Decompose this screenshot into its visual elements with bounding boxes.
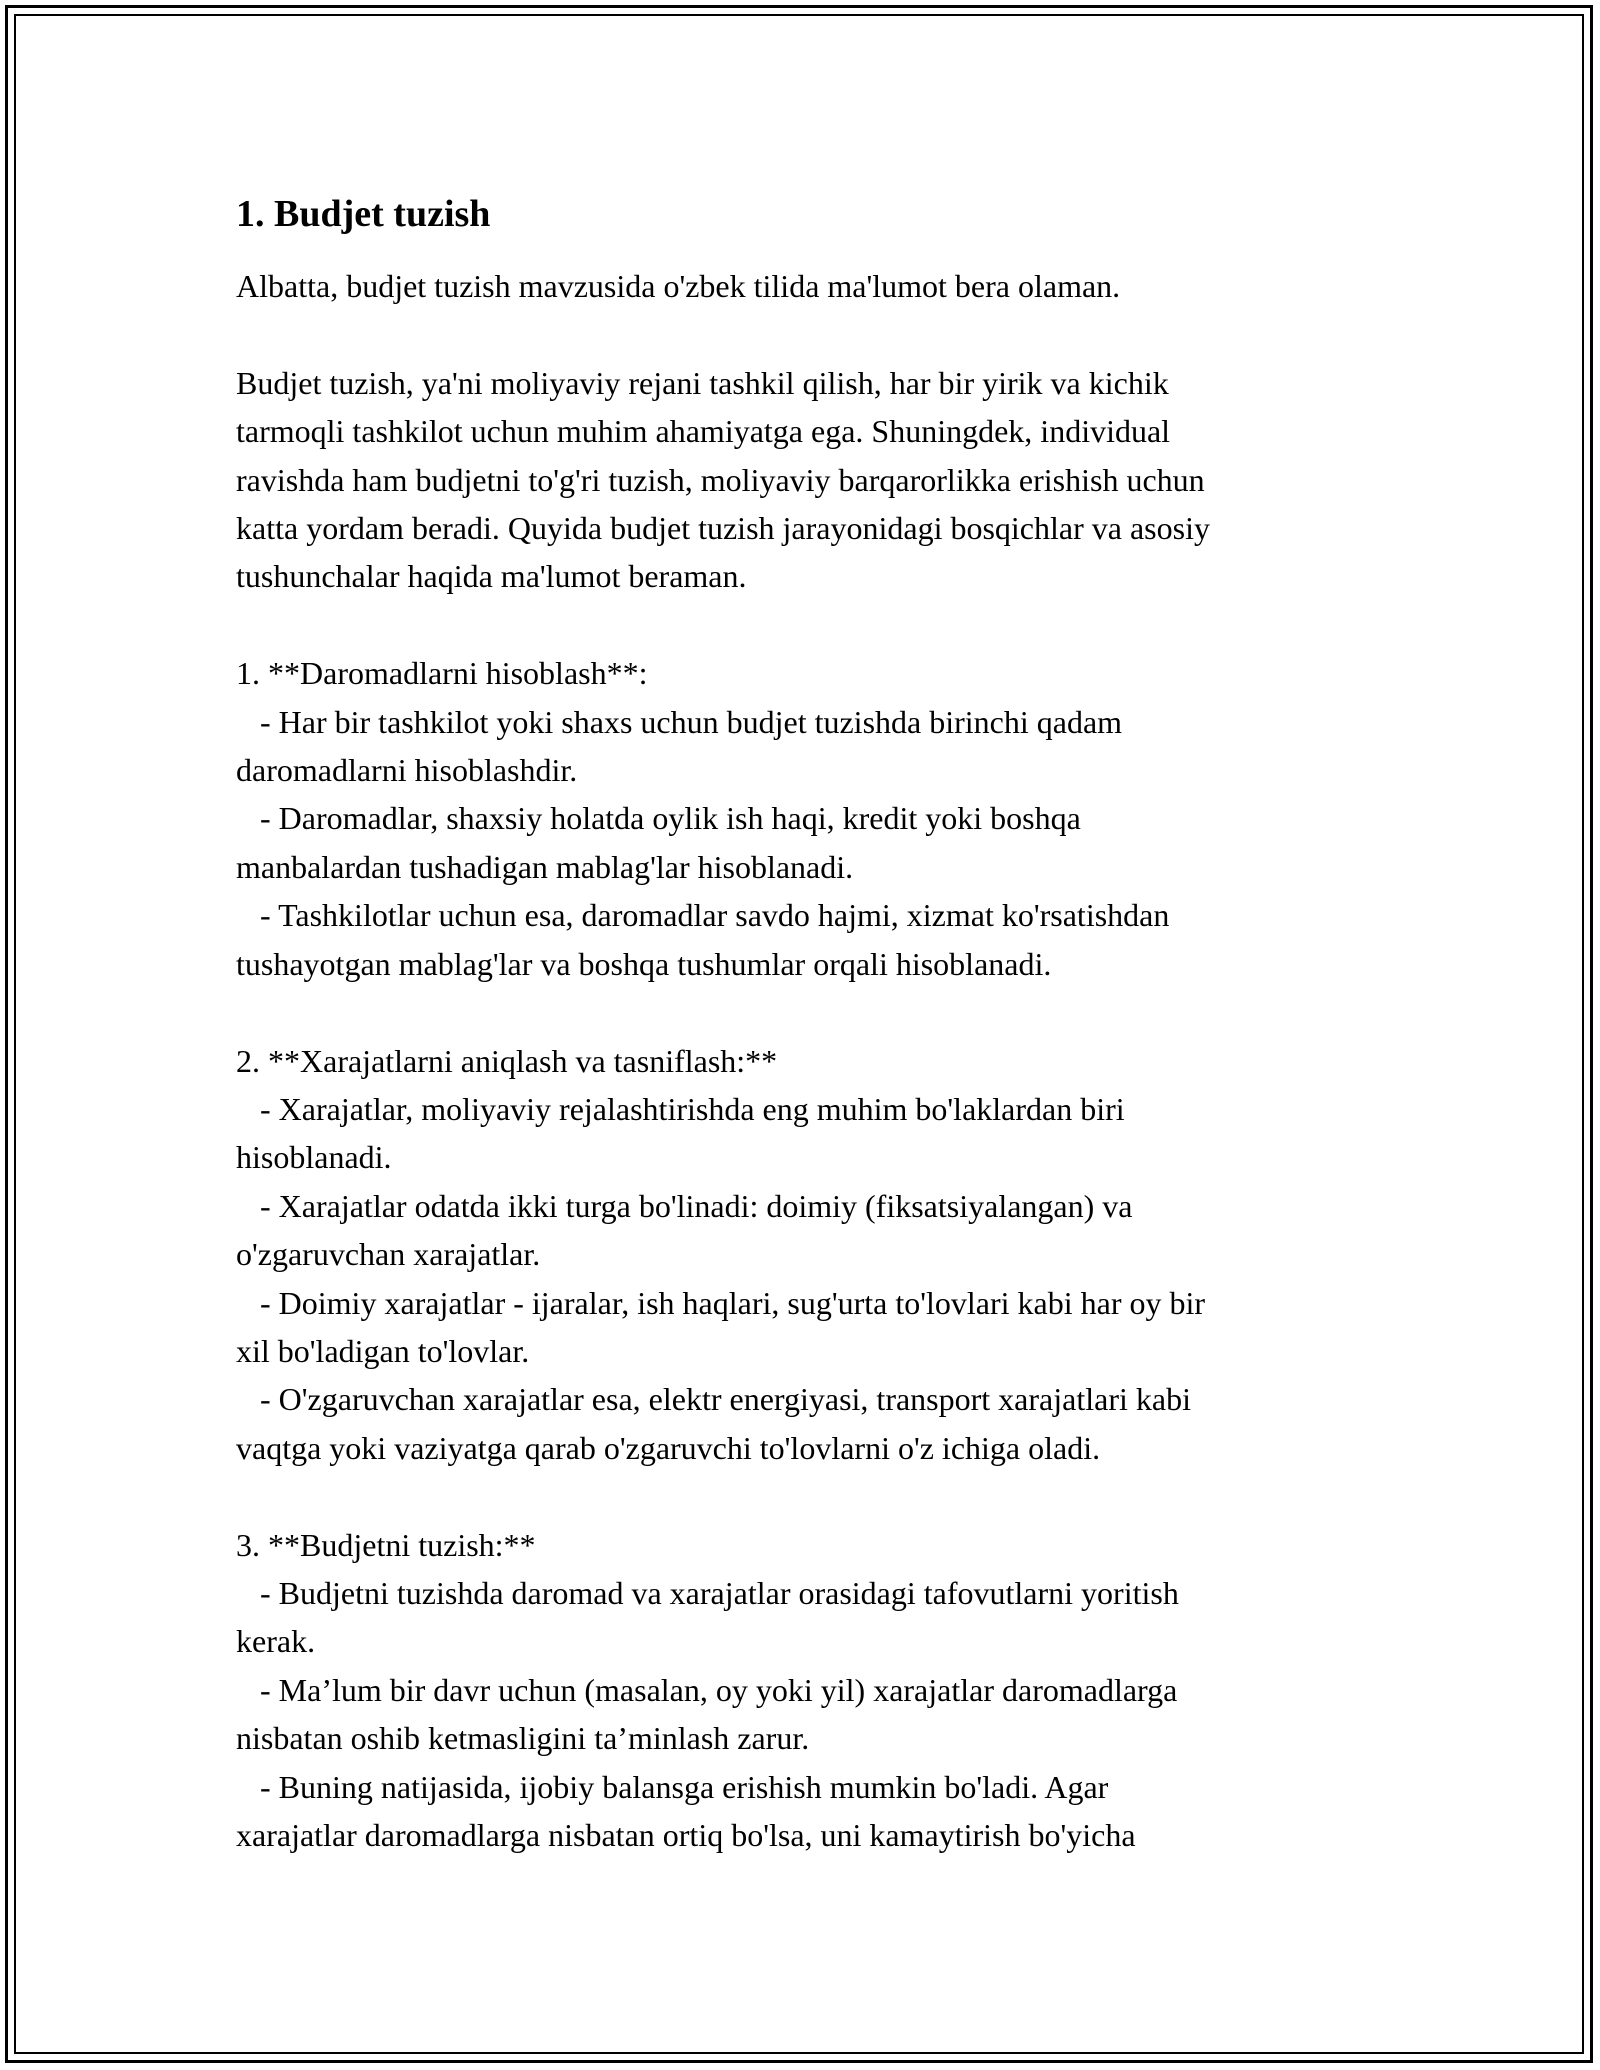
- section-heading: 1. Budjet tuzish: [236, 193, 491, 235]
- body-text: Albatta, budjet tuzish mavzusida o'zbek tilida ma'lumot bera olaman. Budjet tuzish, ya'ni moliyaviy rejani tashkil qilish, har bir yirik va kichik tarmoqli tashkilot uchun muhim ahamiyatga ega. Shuningdek, individual ravishda ham budjetni to'g'ri tuzish, moliyaviy barqarorlikka erishish uchun katta yordam beradi. Quyida budjet tuzish jarayonidagi bosqichlar va asosiy tushunchalar haqida ma'lumot beraman. 1. **Daromadlarni hisoblash**: - Har bir tashkilot yoki shaxs uchun budjet tuzishda birinchi qadam daromadlarni hisoblashdir. - Daromadlar, shaxsiy holatda oylik ish haqi, kredit yoki boshqa manbalardan tushadigan mablag'lar hisoblanadi. - Tashkilotlar uchun esa, daromadlar savdo hajmi, xizmat ko'rsatishdan tushayotgan mablag'lar va boshqa tushumlar orqali hisoblanadi. 2. **Xarajatlarni aniqlash va tasniflash:** - Xarajatlar, moliyaviy rejalashtirishda eng muhim bo'laklardan biri hisoblanadi. - Xarajatlar odatda ikki turga bo'linadi: doimiy (fiksatsiyalangan) va o'zgaruvchan xarajatlar. - Doimiy xarajatlar - ijaralar, ish haqlari, sug'urta to'lovlari kabi har oy bir xil bo'ladigan to'lovlar. - O'zgaruvchan xarajatlar esa, elektr energiyasi, transport xarajatlari kabi vaqtga yoki vaziyatga qarab o'zgaruvchi to'lovlarni o'z ichiga oladi. 3. **Budjetni tuzish:** - Budjetni tuzishda daromad va xarajatlar orasidagi tafovutlarni yoritish kerak. - Ma’lum bir davr uchun (masalan, oy yoki yil) xarajatlar daromadlarga nisbatan oshib ketmasligini ta’minlash zarur. - Buning natijasida, ijobiy balansga erishish mumkin bo'ladi. Agar xarajatlar daromadlarga nisbatan ortiq bo'lsa, uni kamaytirish bo'yicha: [236, 268, 1210, 1853]
- document-content: [236, 188, 1366, 1859]
